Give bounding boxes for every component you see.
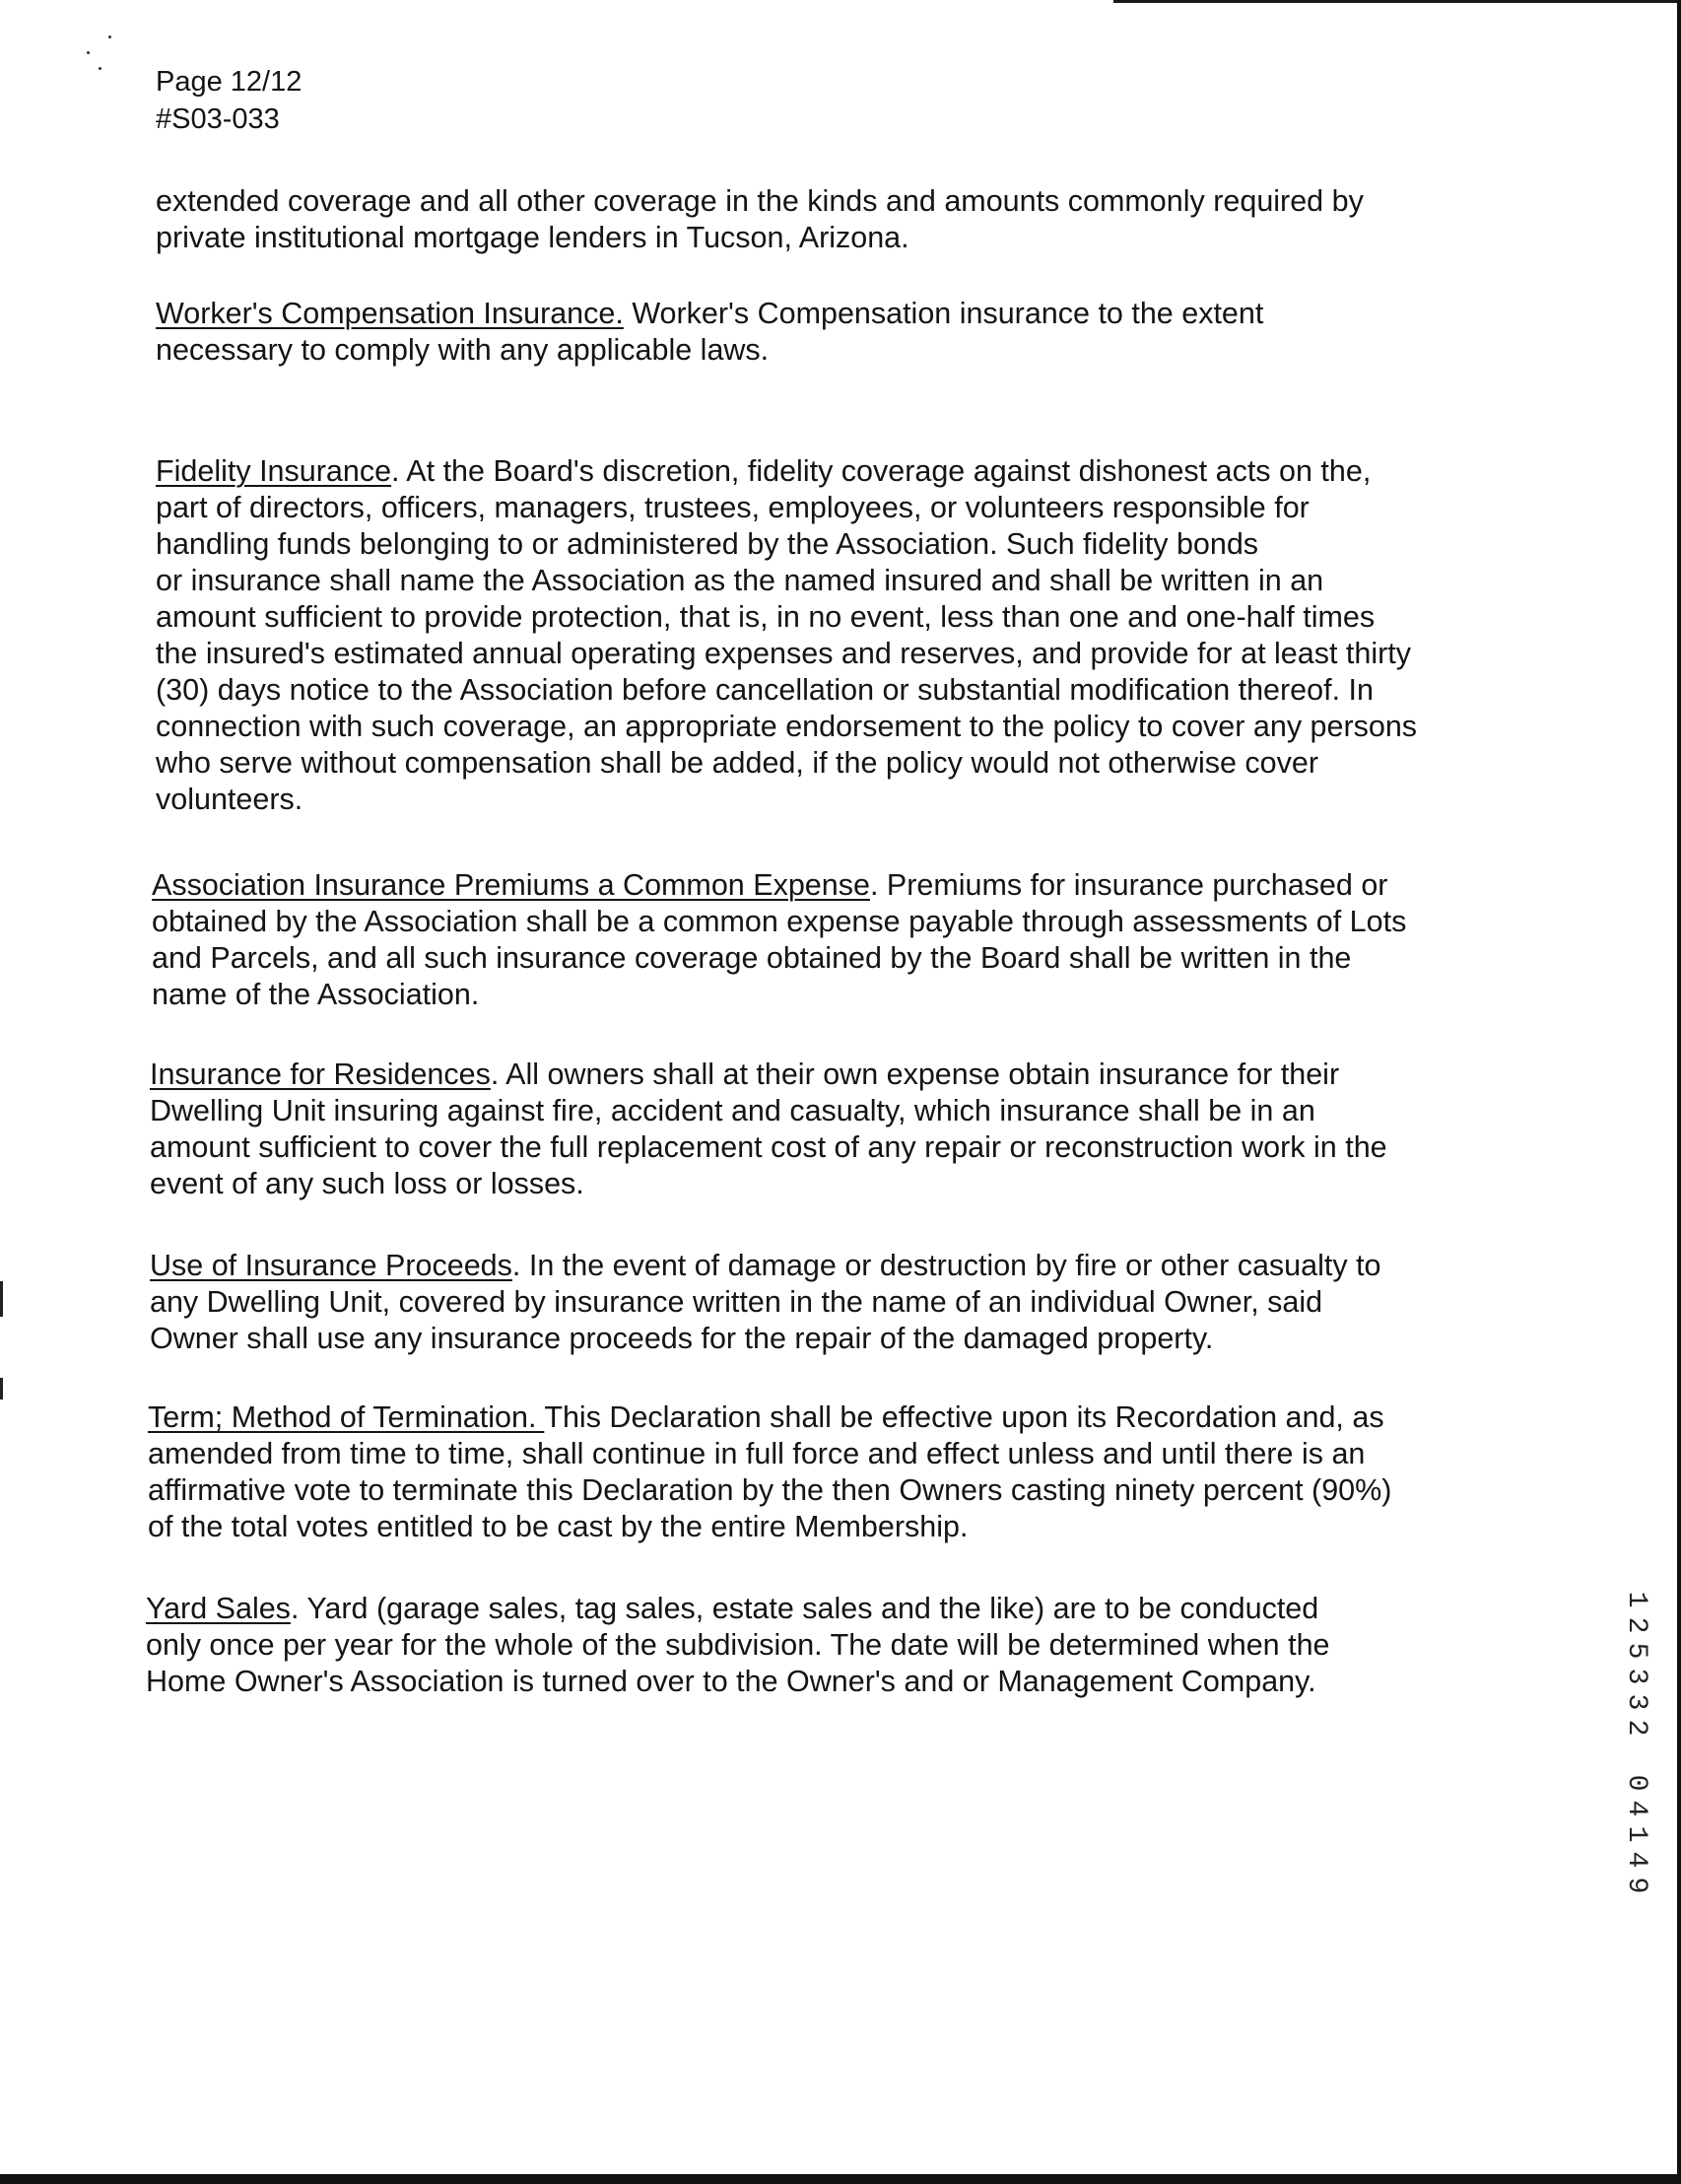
stamp-digit: 2 (1621, 1719, 1651, 1737)
paragraph-line: Owner shall use any insurance proceeds for the repair of the damaged property. (150, 1322, 1214, 1355)
paragraph-line: Dwelling Unit insuring against fire, accident and casualty, which insurance shall be in an (150, 1094, 1315, 1127)
paragraph-line: part of directors, officers, managers, trustees, employees, or volunteers responsible for (156, 491, 1310, 524)
scan-mark-left (0, 1378, 3, 1399)
paragraph-line: or insurance shall name the Association as the named insured and shall be written in an (156, 564, 1324, 597)
paragraph-workers-compensation (156, 296, 1263, 369)
paragraph-line: extended coverage and all other coverage in the kinds and amounts commonly required by (156, 184, 1364, 218)
paragraph-fidelity-insurance (156, 453, 1417, 818)
paragraph-line: . Premiums for insurance purchased or (869, 868, 1388, 902)
scan-border-bottom (0, 2174, 1681, 2184)
paragraph-line: and Parcels, and all such insurance coverage obtained by the Board shall be written in the (152, 941, 1352, 975)
paragraph-line: Home Owner's Association is turned over to the Owner's and or Management Company. (146, 1665, 1316, 1698)
paragraph-line: event of any such loss or losses. (150, 1167, 584, 1200)
section-heading: Term; Method of Termination. (148, 1400, 545, 1434)
scan-mark-left (0, 1281, 3, 1317)
stamp-digit: 1 (1621, 1825, 1651, 1843)
section-heading: Fidelity Insurance (156, 454, 392, 488)
paragraph-line: amount sufficient to cover the full replacement cost of any repair or reconstruction work in the (150, 1130, 1387, 1164)
section-heading: Yard Sales (146, 1592, 291, 1625)
paragraph-line: This Declaration shall be effective upon its Recordation and, as (544, 1400, 1384, 1434)
recording-stamp (1616, 1587, 1655, 1898)
paragraph-line: only once per year for the whole of the subdivision. The date will be determined when the (146, 1628, 1330, 1662)
section-heading: Association Insurance Premiums a Common Expense (152, 868, 870, 902)
stamp-digit: 9 (1621, 1877, 1651, 1894)
paragraph-line: . All owners shall at their own expense obtain insurance for their (490, 1058, 1340, 1091)
stamp-digit: 4 (1621, 1800, 1651, 1817)
paragraph-line: Worker's Compensation insurance to the extent (623, 297, 1264, 330)
paragraph-insurance-proceeds (150, 1248, 1381, 1357)
paragraph-line: . At the Board's discretion, fidelity coverage against dishonest acts on the, (391, 454, 1372, 488)
paragraph-term-termination (148, 1399, 1391, 1545)
section-heading: Use of Insurance Proceeds (150, 1249, 512, 1282)
paragraph-coverage-continuation (156, 183, 1364, 256)
paragraph-line: of the total votes entitled to be cast by the entire Membership. (148, 1510, 969, 1543)
paragraph-line: name of the Association. (152, 978, 480, 1011)
stamp-digit: 0 (1621, 1774, 1651, 1792)
stamp-digit: 4 (1621, 1851, 1651, 1869)
stamp-digit: 3 (1621, 1693, 1651, 1711)
paragraph-line: private institutional mortgage lenders in Tucson, Arizona. (156, 221, 909, 254)
section-heading: Worker's Compensation Insurance. (156, 297, 624, 330)
scan-border-top (1113, 0, 1681, 3)
paragraph-line: amended from time to time, shall continue in full force and effect unless and until there is an (148, 1437, 1366, 1470)
paragraph-line: handling funds belonging to or administered by the Association. Such fidelity bonds (156, 527, 1259, 561)
stamp-digit: 5 (1621, 1642, 1651, 1660)
paragraph-line: the insured's estimated annual operating expenses and reserves, and provide for at least thirty (156, 637, 1412, 670)
paragraph-line: any Dwelling Unit, covered by insurance written in the name of an individual Owner, said (150, 1285, 1323, 1319)
section-heading: Insurance for Residences (150, 1058, 491, 1091)
page-number: Page 12/12 (156, 66, 303, 98)
paragraph-line: who serve without compensation shall be added, if the policy would not otherwise cover (156, 746, 1318, 780)
paragraph-line: necessary to comply with any applicable laws. (156, 333, 770, 367)
paragraph-line: connection with such coverage, an appropriate endorsement to the policy to cover any persons (156, 710, 1418, 743)
stamp-digit: 3 (1621, 1668, 1651, 1685)
page-header (156, 63, 302, 138)
stamp-digit: 1 (1621, 1591, 1651, 1608)
paragraph-line: affirmative vote to terminate this Declaration by the then Owners casting ninety percent (90%) (148, 1473, 1392, 1507)
stamp-digit: 2 (1621, 1616, 1651, 1634)
paragraph-line: . In the event of damage or destruction by fire or other casualty to (511, 1249, 1381, 1282)
scan-speck (87, 51, 90, 54)
paragraph-association-premiums (152, 867, 1406, 1013)
paragraph-line: obtained by the Association shall be a common expense payable through assessments of Lots (152, 905, 1407, 938)
paragraph-line: amount sufficient to provide protection, that is, in no event, less than one and one-half times (156, 600, 1376, 634)
paragraph-yard-sales (146, 1591, 1330, 1700)
paragraph-line: . Yard (garage sales, tag sales, estate sales and the like) are to be conducted (290, 1592, 1319, 1625)
paragraph-line: volunteers. (156, 783, 303, 816)
scan-speck (108, 35, 111, 38)
scan-border-right (1677, 0, 1681, 2184)
document-id: #S03-033 (156, 103, 280, 135)
scan-speck (99, 67, 101, 70)
paragraph-line: (30) days notice to the Association before cancellation or substantial modification thereof. In (156, 673, 1374, 707)
paragraph-insurance-residences (150, 1057, 1387, 1202)
